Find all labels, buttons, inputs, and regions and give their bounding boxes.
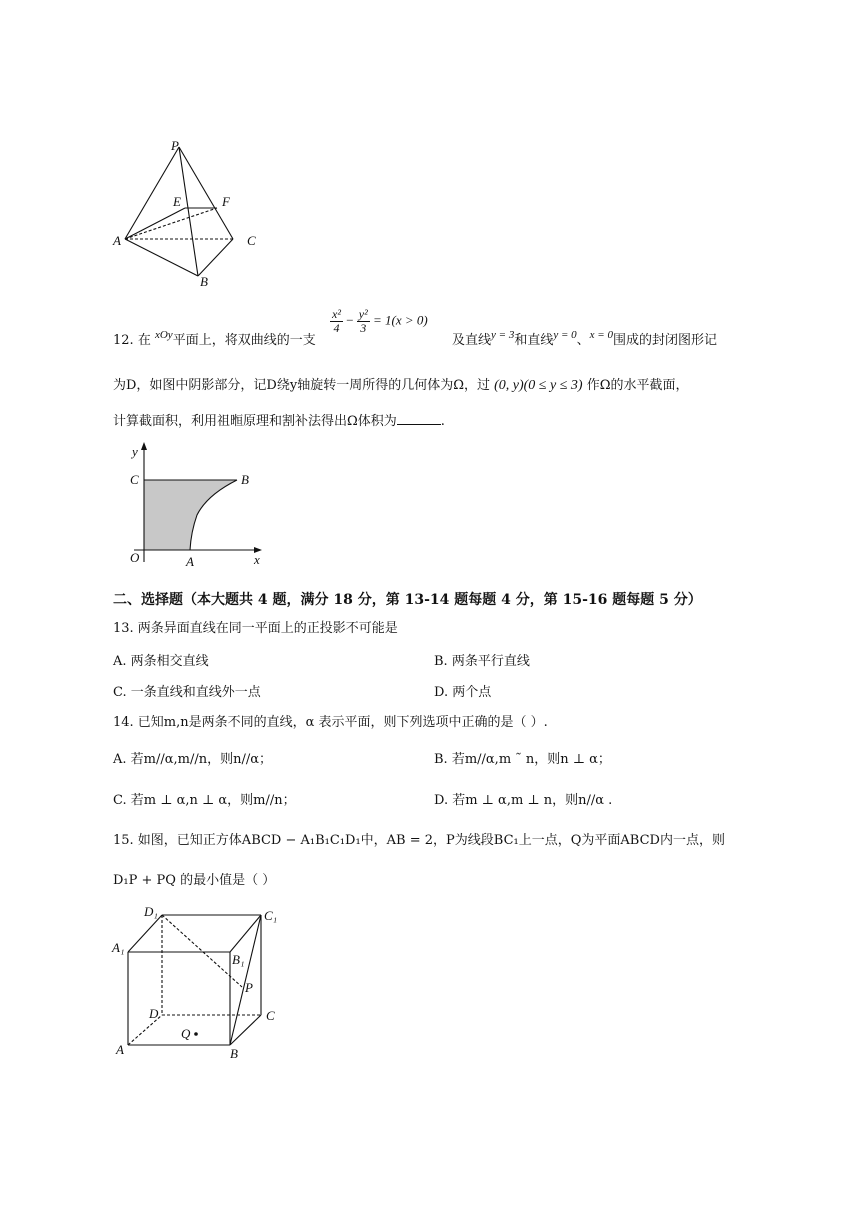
q12-text1d: 和直线 [514, 333, 554, 348]
answer-blank [397, 412, 441, 425]
eq-num1: x² [332, 307, 341, 321]
q13-option-d[interactable]: D. 两个点 [434, 685, 492, 700]
label-A: A [113, 233, 121, 248]
q12-text1b: 平面上，将双曲线的一支 [172, 333, 316, 348]
section-title: 二、选择题（本大题共 4 题，满分 18 分，第 13-14 题每题 4 分，第 15-16 题每题 5 分） [113, 592, 702, 608]
label-O: O [130, 550, 140, 565]
q12-number: 12. [113, 333, 134, 348]
q12-line1-tail [452, 329, 717, 350]
label-A1: A₁ [112, 940, 125, 955]
q13-option-a[interactable]: A. 两条相交直线 [113, 654, 209, 669]
q12-text1c: 及直线 [452, 333, 492, 348]
q12-line3-end: . [440, 414, 445, 429]
q14-option-d[interactable]: D. 若m ⊥ α,m ⊥ n，则n//α . [434, 793, 613, 808]
q12-hyperbola-eq [330, 308, 428, 335]
q12-line3-text: 计算截面积，利用祖暅原理和割补法得出Ω体积为 [113, 414, 397, 429]
label-x: x [254, 552, 260, 567]
q12-text1a: 在 [137, 333, 151, 348]
label-D: D [149, 1006, 159, 1021]
q12-line-y3: y = 3 [491, 329, 515, 341]
q14-stem: 14. 已知m,n是两条不同的直线，α 表示平面，则下列选项中正确的是（ ）. [113, 715, 548, 730]
label-C: C [130, 472, 139, 487]
tetrahedron-figure [110, 135, 270, 295]
eq-rest: = 1(x > 0) [372, 312, 428, 328]
q12-line2 [113, 377, 688, 395]
q15-stem-line1: 15. 如图，已知正方体ABCD − A₁B₁C₁D₁中，AB = 2，P为线段BC₁上一点，Q为平面ABCD内一点，则 [113, 833, 725, 848]
q12-text1e: 、 [576, 333, 590, 348]
q12-line2-tail: 作Ω的水平截面， [586, 378, 689, 393]
label-E: E [173, 194, 181, 209]
label-A: A [116, 1042, 124, 1057]
q13-stem: 13. 两条异面直线在同一平面上的正投影不可能是 [113, 621, 398, 636]
label-D1: D₁ [144, 904, 158, 919]
q12-line3 [113, 412, 445, 431]
q12-point: (0, y)(0 ≤ y ≤ 3) [494, 378, 583, 393]
q14-option-b[interactable]: B. 若m//α,m ˜ n，则n ⊥ α； [434, 752, 611, 767]
label-F: F [222, 194, 230, 209]
q14-option-a[interactable]: A. 若m//α,m//n，则n//α； [113, 752, 273, 767]
q14-option-c[interactable]: C. 若m ⊥ α,n ⊥ α，则m//n； [113, 793, 296, 808]
label-C1: C₁ [264, 908, 278, 923]
label-C: C [266, 1008, 275, 1023]
label-A: A [186, 554, 194, 569]
label-P: P [245, 980, 253, 995]
label-B: B [241, 472, 249, 487]
q13-option-c[interactable]: C. 一条直线和直线外一点 [113, 685, 261, 700]
q12-text1f: 围成的封闭图形记 [612, 333, 717, 348]
label-C: C [247, 233, 256, 248]
shaded-region-figure [112, 440, 272, 570]
q12-line-y0: y = 0 [553, 329, 577, 341]
label-P: P [171, 138, 179, 153]
q12-xoy: xOy [154, 329, 173, 341]
q15-stem-line2: D₁P + PQ 的最小值是（ ） [113, 873, 276, 888]
q12-line2-text: 为D，如图中阴影部分，记D绕y轴旋转一周所得的几何体为Ω，过 [113, 378, 490, 393]
label-B1: B₁ [232, 952, 245, 967]
label-Q: Q [181, 1026, 191, 1041]
q12-line1 [113, 329, 316, 350]
cube-figure [108, 900, 298, 1065]
q13-option-b[interactable]: B. 两条平行直线 [434, 654, 530, 669]
q12-line-x0: x = 0 [589, 329, 613, 341]
label-y: y [132, 444, 138, 459]
label-B: B [230, 1046, 238, 1061]
eq-den1: 4 [333, 321, 340, 335]
label-B: B [200, 274, 208, 289]
eq-den2: 3 [360, 321, 367, 335]
eq-num2: y² [358, 307, 368, 321]
eq-minus: − [346, 312, 354, 328]
